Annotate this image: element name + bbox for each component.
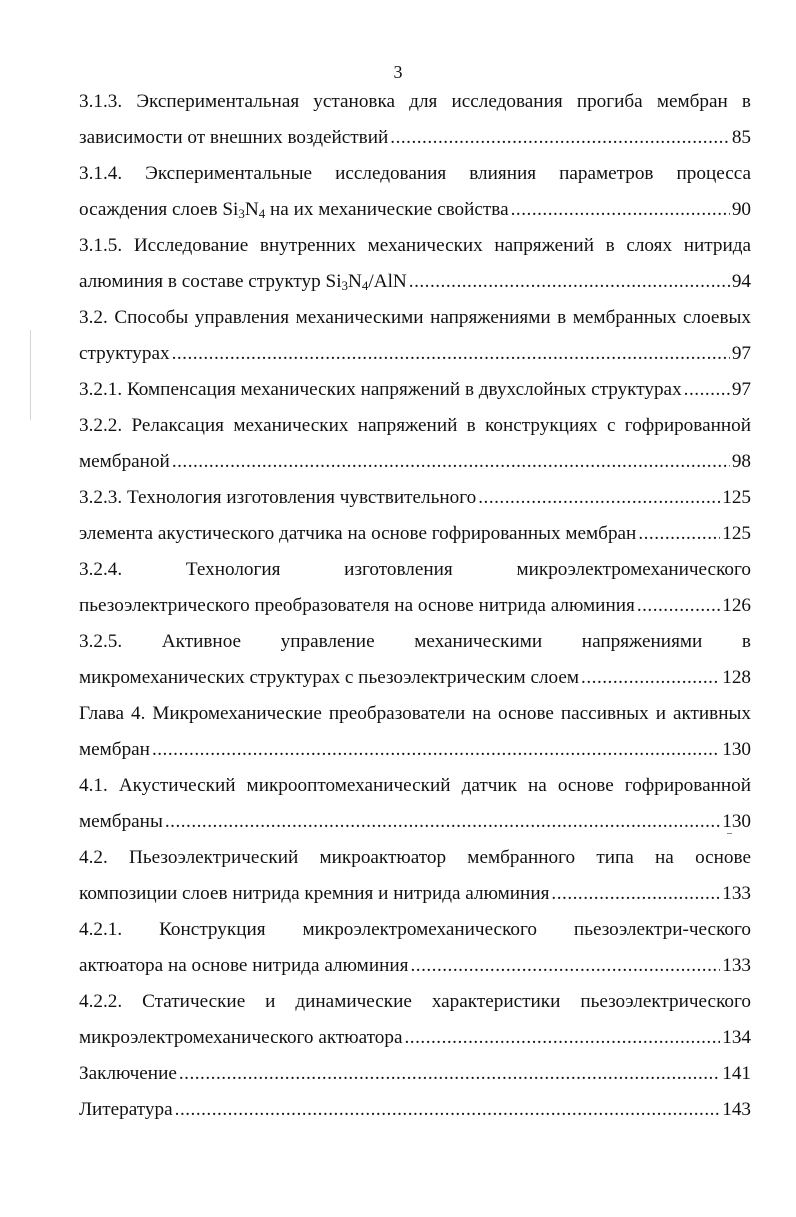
toc-entry-line: 4.2.1. Конструкция микроэлектромеханического пьезоэлектри-ческого (79, 919, 751, 940)
page-number: 3 (393, 62, 403, 82)
toc-entry-line: 3.2.5. Активное управление механическими напряжениями в (79, 631, 751, 652)
toc-page-number: 133 (722, 883, 751, 904)
toc-page-number: 141 (722, 1063, 751, 1084)
title-fragment: на их механические свойства (265, 199, 509, 220)
subscript: 4 (361, 278, 369, 293)
toc-page-number: 98 (731, 451, 751, 472)
dot-leader (172, 444, 730, 480)
toc-entry-line: 4.1. Акустический микрооптомеханический датчик на основе гофрированной (79, 775, 751, 796)
toc-page-number: 97 (731, 379, 751, 400)
toc-entry-title: элемента акустического датчика на основе гофрированных мембран (79, 523, 637, 544)
subscript: 3 (341, 278, 349, 293)
subscript: 3 (238, 206, 245, 221)
toc-page-number: 125 (722, 487, 751, 508)
toc-page-number: 128 (722, 667, 751, 688)
toc-page-number: 94 (731, 271, 751, 292)
dot-leader (511, 192, 730, 228)
title-fragment: осаждения слоев Si (79, 199, 239, 220)
toc-entry[interactable] (79, 300, 751, 372)
toc-page-number: 133 (722, 955, 751, 976)
toc-entry-title: зависимости от внешних воздействий (79, 127, 389, 148)
dot-leader (637, 588, 720, 624)
title-fragment: алюминия в составе структур Si (79, 271, 342, 292)
toc-entry-title: 3.2.1. Компенсация механических напряжений в двухслойных структурах (79, 379, 682, 400)
toc-entry-line: 4.2. Пьезоэлектрический микроактюатор мембранного типа на основе (79, 847, 751, 868)
toc-entry-title: 3.2.3. Технология изготовления чувствительного (79, 487, 477, 508)
toc-entry[interactable] (79, 372, 751, 408)
dot-leader (175, 1092, 721, 1128)
dot-leader (152, 732, 720, 768)
toc-entry-title: микромеханических структурах с пьезоэлектрическим слоем (79, 667, 580, 688)
toc-entry-line: 3.1.3. Экспериментальная установка для исследования прогиба мембран в (79, 91, 751, 112)
toc-entry-title: мембраны (79, 811, 163, 832)
dot-leader (684, 372, 730, 408)
toc-entry-title: микроэлектромеханического актюатора (79, 1027, 403, 1048)
toc-entry-line: 3.2. Способы управления механическими напряжениями в мембранных слоевых (79, 307, 751, 328)
toc-entry[interactable] (79, 156, 751, 228)
subscript: 4 (258, 206, 266, 221)
dot-leader (165, 804, 720, 840)
toc-entry-title: мембран (79, 739, 150, 760)
dot-leader (551, 876, 720, 912)
dot-leader (638, 516, 720, 552)
toc-page-number: 85 (731, 127, 751, 148)
toc-entry[interactable] (79, 1056, 751, 1092)
toc-entry-title: структурах (79, 343, 170, 364)
toc-entry-line: 3.2.4. Технология изготовления микроэлектромеханического (79, 559, 751, 580)
toc-entry[interactable] (79, 228, 751, 300)
dot-leader (405, 1020, 721, 1056)
toc-entry-title (79, 264, 407, 300)
toc-page-number: 125 (722, 523, 751, 544)
toc-entry-line: 3.2.2. Релаксация механических напряжений в конструкциях с гофрированной (79, 415, 751, 436)
title-fragment: N (244, 199, 259, 220)
toc-entry-title: Литература (79, 1099, 173, 1120)
toc-entry[interactable] (79, 84, 751, 156)
toc-entry-title: композиции слоев нитрида кремния и нитрида алюминия (79, 883, 550, 904)
toc-entry[interactable] (79, 516, 751, 552)
toc-entry-line: 3.1.5. Исследование внутренних механических напряжений в слоях нитрида (79, 235, 751, 256)
toc-page-number: 130 (722, 811, 751, 832)
toc-entry[interactable] (79, 984, 751, 1056)
toc-page-number: 130 (722, 739, 751, 760)
toc-entry-title: мембраной (79, 451, 170, 472)
toc-entry-line: 4.2.2. Статические и динамические характеристики пьезоэлектрического (79, 991, 751, 1012)
toc-entry[interactable] (79, 624, 751, 696)
title-fragment: N (348, 271, 362, 292)
toc-entry[interactable] (79, 840, 751, 912)
toc-entry[interactable] (79, 552, 751, 624)
dot-leader (409, 264, 730, 300)
toc-page-number: 126 (722, 595, 751, 616)
toc-entry-title: актюатора на основе нитрида алюминия (79, 955, 409, 976)
dot-leader (478, 480, 720, 516)
title-fragment: /AlN (368, 271, 407, 292)
dot-leader (172, 336, 730, 372)
toc-entry[interactable] (79, 1092, 751, 1128)
toc-entry-title (79, 192, 509, 228)
toc-entry[interactable] (79, 768, 751, 840)
toc-page-number: 97 (731, 343, 751, 364)
dot-leader (179, 1056, 720, 1092)
toc-entry[interactable] (79, 696, 751, 768)
dot-leader (410, 948, 720, 984)
toc-entry-title: пьезоэлектрического преобразователя на основе нитрида алюминия (79, 595, 635, 616)
table-of-contents (79, 84, 751, 1128)
toc-page-number: 134 (722, 1027, 751, 1048)
toc-entry-line: Глава 4. Микромеханические преобразователи на основе пассивных и активных (79, 703, 751, 724)
dot-leader (581, 660, 720, 696)
toc-page-number: 143 (722, 1099, 751, 1120)
toc-entry[interactable] (79, 912, 751, 984)
toc-entry-title: Заключение (79, 1063, 177, 1084)
toc-entry[interactable] (79, 408, 751, 480)
toc-entry-line: 3.1.4. Экспериментальные исследования влияния параметров процесса (79, 163, 751, 184)
margin-mark (30, 330, 31, 420)
toc-entry[interactable] (79, 480, 751, 516)
toc-page-number: 90 (731, 199, 751, 220)
dot-leader (390, 120, 730, 156)
